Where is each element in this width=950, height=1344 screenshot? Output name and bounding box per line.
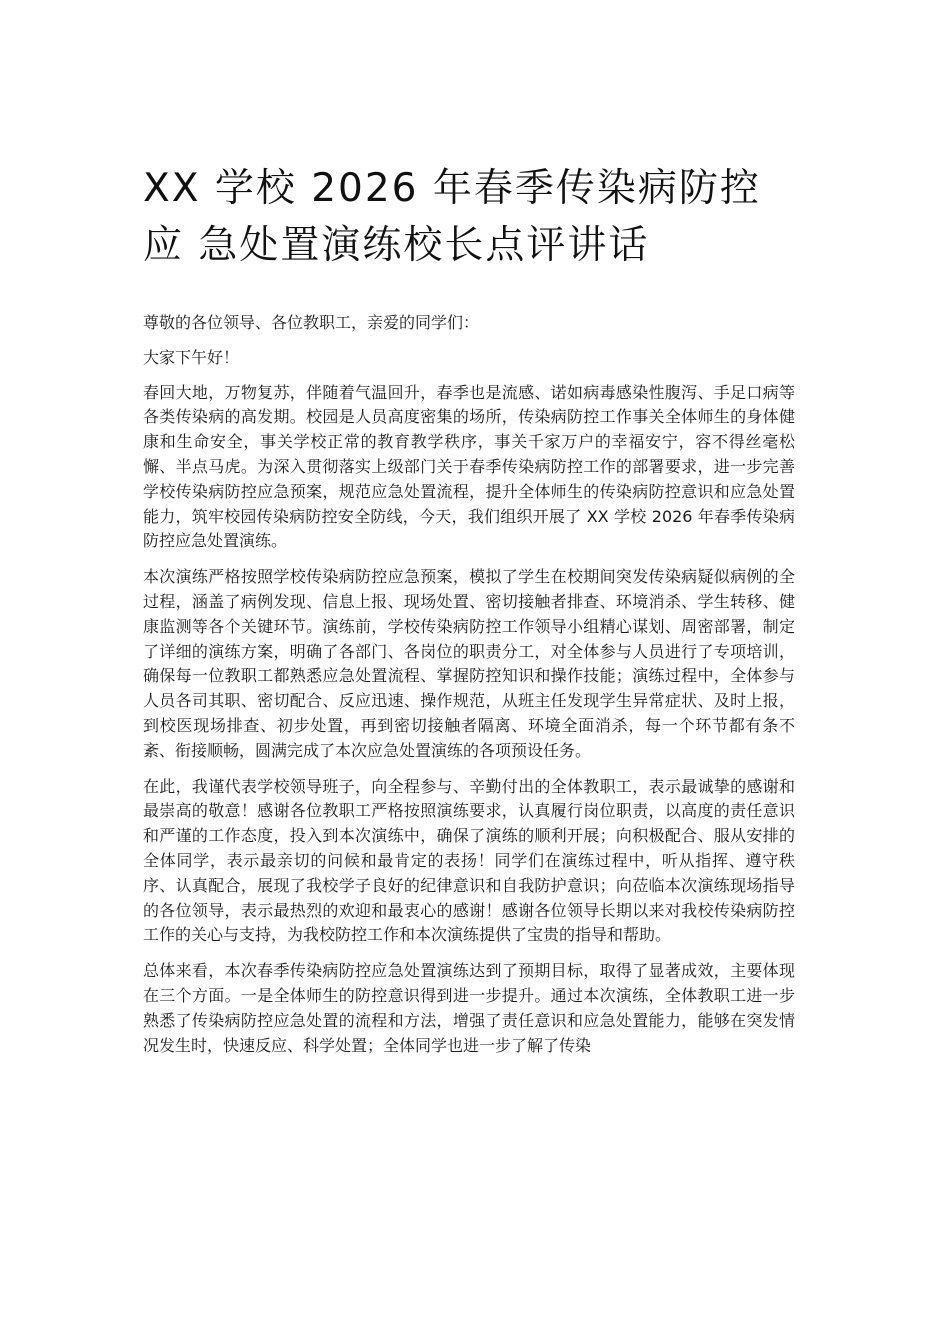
paragraph-1: 春回大地，万物复苏，伴随着气温回升，春季也是流感、诺如病毒感染性腹泻、手足口病等各类传染病的高发期。校园是人员高度密集的场所，传染病防控工作事关全体师生的身体健康和生命安全，事关学校正常的教育教学秩序，事关千家万户的幸福安宁，容不得丝毫松懈、半点马虎。为深入贯彻落实上级部门关于春季传染病防控工作的部署要求，进一步完善学校传染病防控应急预案，规范应急处置流程，提升全体师生的传染病防控意识和应急处置能力，筑牢校园传染病防控安全防线，今天，我们组织开展了 XX 学校 2026 年春季传染病防控应急处置演练。 bbox=[143, 382, 795, 551]
paragraph-4: 总体来看，本次春季传染病防控应急处置演练达到了预期目标，取得了显著成效，主要体现在三个方面。一是全体师生的防控意识得到进一步提升。通过本次演练，全体教职工进一步熟悉了传染病防控应急处置的流程和方法，增强了责任意识和应急处置能力，能够在突发情况发生时，快速反应、科学处置；全体同学也进一步了解了传染 bbox=[143, 961, 795, 1055]
document-body bbox=[143, 311, 795, 1069]
document-title bbox=[143, 160, 803, 274]
greeting: 大家下午好！ bbox=[143, 347, 240, 367]
salutation: 尊敬的各位领导、各位教职工，亲爱的同学们： bbox=[143, 313, 480, 332]
title-line-1: XX 学校 2026 年春季传染病防控 bbox=[143, 166, 761, 211]
paragraph-2: 本次演练严格按照学校传染病防控应急预案，模拟了学生在校期间突发传染病疑似病例的全过程，涵盖了病例发现、信息上报、现场处置、密切接触者排查、环境消杀、学生转移、健康监测等各个关键环节。演练前，学校传染病防控工作领导小组精心谋划、周密部署，制定了详细的演练方案，明确了各部门、各岗位的职责分工，对全体参与人员进行了专项培训，确保每一位教职工都熟悉应急处置流程、掌握防控知识和操作技能；演练过程中，全体参与人员各司其职、密切配合、反应迅速、操作规范，从班主任发现学生异常症状、及时上报，到校医现场排查、初步处置，再到密切接触者隔离、环境全面消杀，每一个环节都有条不紊、衔接顺畅，圆满完成了本次应急处置演练的各项预设任务。 bbox=[143, 567, 795, 760]
paragraph-3: 在此，我谨代表学校领导班子，向全程参与、辛勤付出的全体教职工，表示最诚挚的感谢和最崇高的敬意！感谢各位教职工严格按照演练要求，认真履行岗位职责，以高度的责任意识和严谨的工作态度，投入到本次演练中，确保了演练的顺利开展；向积极配合、服从安排的全体同学，表示最亲切的问候和最肯定的表扬！同学们在演练过程中，听从指挥、遵守秩序、认真配合，展现了我校学子良好的纪律意识和自我防护意识；向莅临本次演练现场指导的各位领导，表示最热烈的欢迎和最衷心的感谢！感谢各位领导长期以来对我校传染病防控工作的关心与支持，为我校防控工作和本次演练提供了宝贵的指导和帮助。 bbox=[143, 776, 795, 945]
title-line-2: 应 急处置演练校长点评讲话 bbox=[143, 223, 650, 268]
